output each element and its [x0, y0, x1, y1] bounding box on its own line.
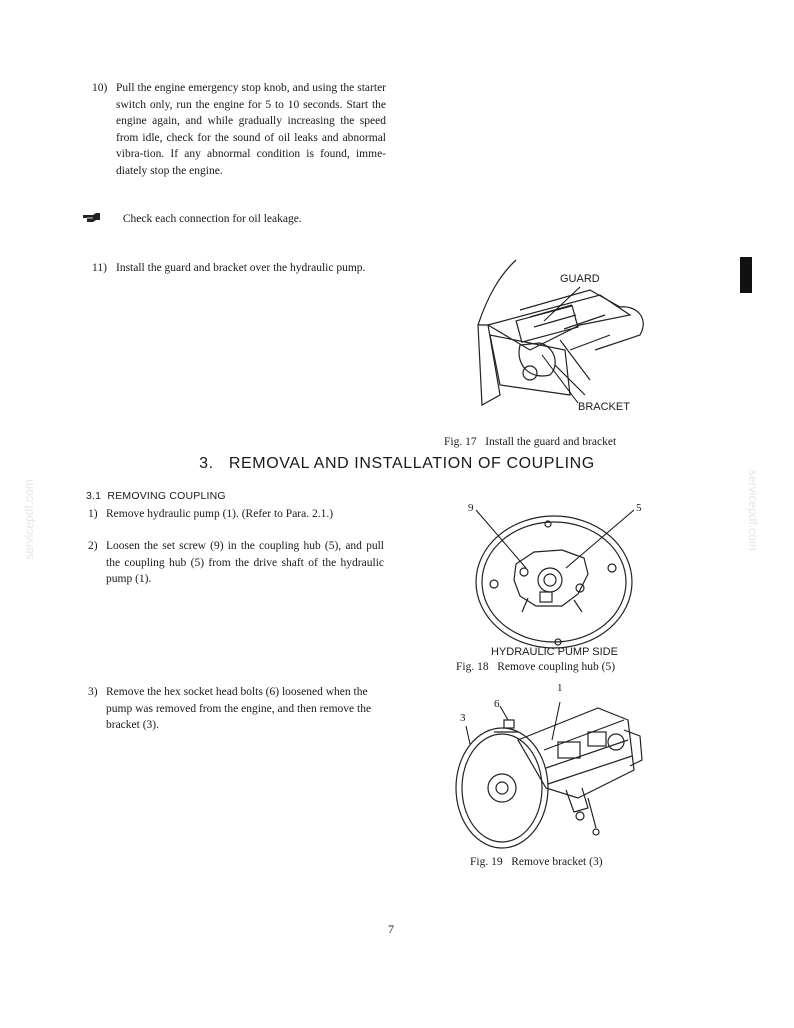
removal-step-3 [88, 684, 384, 734]
step-number: 2) [88, 540, 98, 552]
step-number: 1) [88, 508, 98, 520]
figure-18 [462, 502, 662, 652]
subsection-heading: 3.1 REMOVING COUPLING [86, 490, 226, 502]
figure-17-caption: Fig. 17 Install the guard and bracket [444, 436, 617, 448]
step-number: 3) [88, 686, 98, 698]
figure-19 [448, 680, 648, 850]
step-text: Pull the engine emergency stop knob, and using the starter switch only, run the engine for 5 to 10 seconds. Start the engine again, and while gradually increasing the speed from idle, check for the sound of oil leaks and abnormal vibra-tion. If any abnormal condition is found, imme-diately stop the engine. [116, 82, 386, 177]
note [82, 212, 302, 225]
part-number-9: 9 [468, 502, 474, 514]
figure-17 [460, 255, 680, 435]
guard-label: GUARD [560, 273, 600, 285]
part-number-6: 6 [494, 698, 500, 710]
removal-step-2 [88, 538, 384, 588]
step-text: Install the guard and bracket over the hydraulic pump. [116, 262, 366, 274]
step-text: Loosen the set screw (9) in the coupling hub (5), and pull the coupling hub (5) from the drive shaft of the hydraulic pump (1). [106, 540, 384, 585]
margin-bar [740, 257, 752, 293]
step-number: 11) [92, 262, 107, 274]
part-number-3: 3 [460, 712, 466, 724]
part-number-5: 5 [636, 502, 642, 514]
watermark-left: servicepdf.com [22, 479, 36, 560]
part-number-1: 1 [557, 682, 563, 694]
removal-step-1 [88, 506, 388, 523]
pump-bracket-illustration [448, 680, 648, 850]
section-heading: 3. REMOVAL AND INSTALLATION OF COUPLING [199, 455, 595, 472]
watermark-right: servicepdf.com [746, 470, 760, 551]
pointing-hand-icon [82, 212, 102, 223]
page-number: 7 [388, 922, 394, 936]
coupling-hub-illustration [462, 502, 662, 652]
bracket-label: BRACKET [578, 401, 630, 413]
step-11 [92, 260, 386, 277]
note-text: Check each connection for oil leakage. [122, 213, 302, 225]
figure-19-caption: Fig. 19 Remove bracket (3) [470, 856, 603, 868]
step-10 [92, 80, 386, 179]
step-text: Remove the hex socket head bolts (6) loosened when the pump was removed from the engine, and then remove the bracket (3). [106, 686, 372, 731]
hydraulic-pump-side-label: HYDRAULIC PUMP SIDE [491, 646, 618, 658]
step-text: Remove hydraulic pump (1). (Refer to Para. 2.1.) [106, 508, 334, 520]
figure-18-caption: Fig. 18 Remove coupling hub (5) [456, 661, 616, 673]
step-number: 10) [92, 82, 108, 94]
